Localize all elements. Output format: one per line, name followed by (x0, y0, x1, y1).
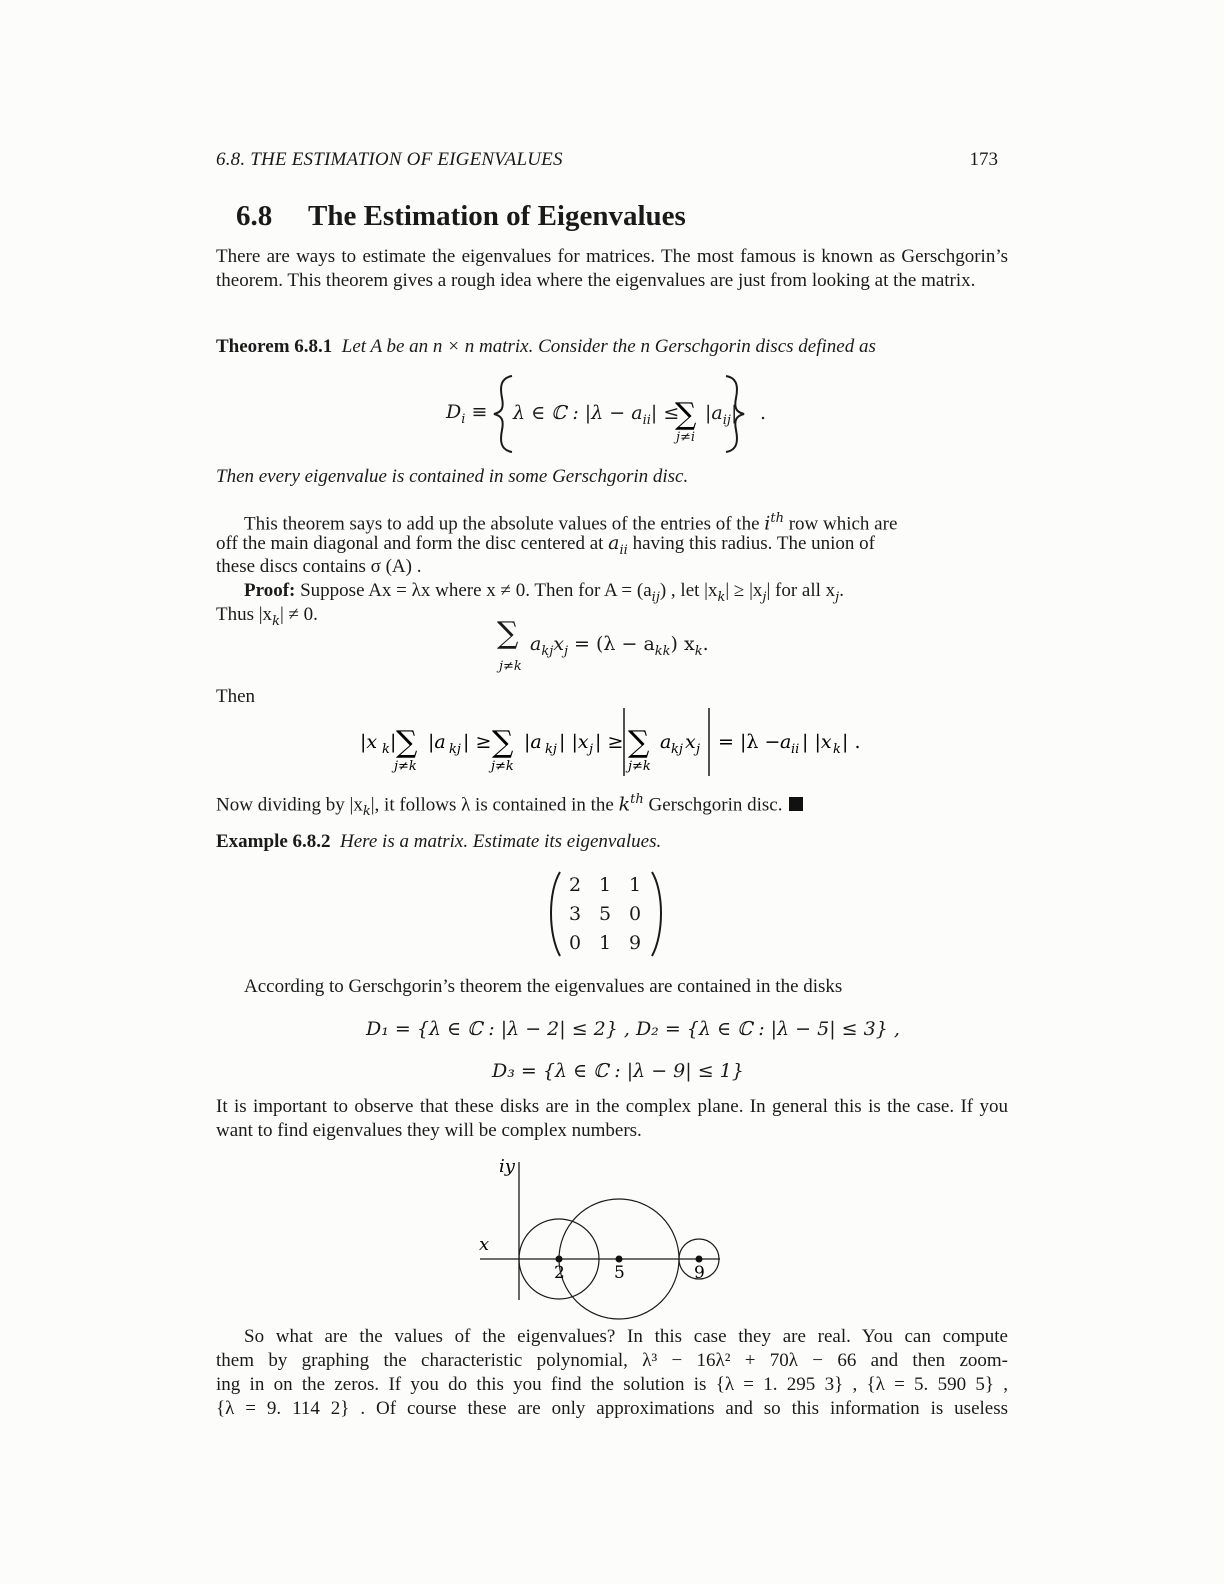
svg-text:k: k (382, 742, 390, 757)
expl-i: i (764, 512, 771, 535)
final-c: Gerschgorin disc. (643, 794, 783, 816)
proof-1a: Suppose Ax = λx where x ≠ 0. Then for A = (a (300, 580, 652, 601)
expl-1b: row which are (783, 513, 898, 535)
gerschgorin-figure (470, 1150, 730, 1325)
theorem-text: Let A be an n × n matrix. Consider the n Gerschgorin discs defined as (341, 336, 876, 357)
y-axis-label: iy (499, 1156, 515, 1177)
matrix-cell: 5 (598, 903, 612, 925)
svg-text:a: a (660, 731, 672, 753)
matrix (560, 874, 655, 954)
svg-text:| .: | . (842, 731, 861, 753)
matrix-cell: 1 (598, 932, 612, 954)
theorem-statement (216, 335, 876, 359)
svg-text:|a: |a (428, 731, 446, 753)
proof-1b: ) , let |x (659, 580, 718, 601)
svg-text:| |x: | |x (802, 731, 832, 753)
expl-2: off the main diagonal and form the disc centered at (216, 533, 609, 554)
eq-period: . (760, 402, 767, 424)
proof-1d: | for all x (766, 580, 836, 601)
svg-text:kj: kj (449, 742, 461, 757)
eq1-xk: k (694, 643, 703, 659)
example-text: Here is a matrix. Estimate its eigenvalues. (340, 831, 662, 852)
section-heading (236, 200, 686, 233)
svg-text:|: | (390, 731, 397, 753)
expl-2b: having this radius. The union of (627, 533, 875, 554)
matrix-cell: 1 (628, 874, 642, 896)
svg-text:| ≥: | ≥ (595, 731, 624, 753)
svg-text:j≠k: j≠k (394, 759, 417, 774)
matrix-cell: 0 (628, 903, 642, 925)
closing-line-1: So what are the values of the eigenvalues? In this case they are real. You can compute (244, 1326, 1008, 1347)
sum-term-end: | (730, 402, 738, 424)
final-b: |, it follows λ is contained in the (370, 794, 619, 816)
explanation-line-3: these discs contains σ (A) . (216, 556, 422, 577)
proof-j1: j (762, 589, 767, 605)
eq-lhs-sub: i (461, 411, 466, 427)
svg-text:ii: ii (791, 742, 800, 757)
section-number: 6.8 (236, 200, 273, 232)
svg-text:∑: ∑ (396, 725, 418, 760)
eq1-end: ) x (670, 633, 695, 655)
matrix-cell: 3 (568, 903, 582, 925)
page-number: 173 (969, 149, 998, 170)
final-k: k (362, 804, 371, 820)
disc-set-body (513, 401, 679, 433)
closing-line-2: them by graphing the characteristic polynomial, λ³ − 16λ² + 70λ − 66 and then zoom- (216, 1350, 1008, 1371)
matrix-cell: 1 (598, 874, 612, 896)
eq1-a: a (530, 633, 542, 655)
svg-text:∑: ∑ (628, 725, 650, 760)
svg-text:kj: kj (545, 742, 557, 757)
proof-k1: k (717, 589, 726, 605)
svg-text:kj: kj (671, 742, 683, 757)
svg-text:k: k (833, 742, 841, 757)
final-a: Now dividing by |x (216, 794, 363, 816)
running-title: 6.8. THE ESTIMATION OF EIGENVALUES (216, 149, 563, 170)
svg-text:j: j (589, 742, 594, 757)
eq-body2: | ≤ (650, 402, 680, 424)
disc-center-point (616, 1256, 623, 1263)
eq-lhs: D (446, 401, 462, 423)
svg-text:∑: ∑ (492, 725, 514, 760)
closing-line-3: ing in on the zeros. If you do this you find the solution is {λ = 1. 295 3} , {λ = 5. 590 5} , (216, 1374, 1008, 1395)
svg-text:| ≥: | ≥ (463, 731, 492, 753)
proof-1-sub: ij (651, 589, 660, 605)
proof-eq1-index: j≠k (499, 659, 522, 674)
proof-label: Proof: (244, 580, 296, 601)
eq-body-sub: ii (642, 412, 651, 428)
eq-body: λ ∈ ℂ : |λ − a (513, 402, 643, 424)
proof-line-2 (216, 603, 318, 634)
expl-aii: $a_{ii}$ (608, 532, 628, 558)
theorem-conclusion: Then every eigenvalue is contained in some Gerschgorin disc. (216, 466, 689, 487)
qed-box-icon (789, 797, 803, 811)
eq-rel: ≡ (471, 401, 488, 423)
left-brace (494, 376, 512, 452)
svg-text:a: a (780, 731, 792, 753)
disc-center-label: 5 (614, 1263, 625, 1283)
according-text: According to Gerschgorin’s theorem the eigenvalues are contained in the disks (244, 976, 843, 997)
svg-text:j≠k: j≠k (491, 759, 514, 774)
observation-paragraph: It is important to observe that these disks are in the complex plane. In general this is the case. If you want to find eigenvalues they will be complex numbers. (216, 1096, 1008, 1141)
eq1-sub: kj (541, 643, 554, 659)
sum-index: j≠i (676, 430, 696, 445)
proof-eq1-sum: ∑ (497, 616, 519, 651)
matrix-cell: 2 (568, 874, 582, 896)
svg-text:|x: |x (360, 731, 378, 753)
x-axis-label: x (479, 1234, 490, 1255)
disc-center-point (696, 1256, 703, 1263)
proof-2b: | ≠ 0. (279, 604, 318, 625)
disc-sum-term (705, 401, 737, 433)
proof-eq1: $a_{kj}x_j = (\lambda - a_{kk})$ $x_k$. (530, 633, 709, 659)
disks-line-2: D₃ = {λ ∈ ℂ : |λ − 9| ≤ 1} (492, 1060, 744, 1082)
closing-line-4: {λ = 9. 114 2} . Of course these are only approximations and so this information is useless (216, 1398, 1008, 1419)
proof-inequality (352, 700, 872, 780)
final-sup: th (630, 792, 644, 807)
svg-text:|a: |a (524, 731, 542, 753)
expl-sup: th (770, 511, 784, 526)
expl-1a: This theorem says to add up the absolute values of the entries of the (244, 513, 765, 535)
svg-text:= |λ −: = |λ − (718, 731, 781, 753)
proof-k2: k (272, 613, 280, 629)
matrix-cell: 0 (568, 932, 582, 954)
disks-line-1: D₁ = {λ ∈ ℂ : |λ − 2| ≤ 2} , D₂ = {λ ∈ ℂ : |λ − 5| ≤ 3} , (366, 1018, 900, 1040)
disc-center-label: 9 (694, 1263, 705, 1283)
intro-paragraph: There are ways to estimate the eigenvalues for matrices. The most famous is known as Gerschgorin’s theorem. This theorem gives a rough idea where the eigenvalues are just from looking at the matrix. (216, 246, 1008, 291)
section-title: The Estimation of Eigenvalues (308, 200, 686, 232)
proof-conclusion (216, 788, 803, 824)
disc-definition-equation (446, 400, 487, 432)
eq1-rhs: = (λ − a (568, 633, 655, 655)
proof-2a: Thus |x (216, 604, 273, 625)
proof-j2: j (835, 589, 840, 605)
final-kvar: k (618, 793, 631, 816)
sum-symbol: ∑ (675, 397, 697, 432)
svg-text:| |x: | |x (559, 731, 589, 753)
svg-text:x: x (685, 731, 696, 753)
disc-center-label: 2 (554, 1263, 565, 1283)
proof-line-1: Proof: Suppose Ax = λx where x ≠ 0. Then for $A = (a_{ij})$ , let $|x_k| \ge |x_j|$ for all $x_j$. (244, 580, 844, 605)
eq1-x: x (553, 633, 564, 655)
example-statement (216, 830, 661, 854)
sum-term: |a (705, 402, 723, 424)
svg-text:j: j (696, 742, 701, 757)
sum-term-sub: ij (722, 412, 731, 428)
theorem-label: Theorem 6.8.1 (216, 336, 333, 357)
then-label: Then (216, 686, 256, 707)
example-label: Example 6.8.2 (216, 831, 331, 852)
eq1-rhs-sub: kk (654, 643, 671, 659)
proof-1c: | ≥ |x (725, 580, 763, 601)
svg-text:j≠k: j≠k (628, 759, 651, 774)
matrix-cell: 9 (628, 932, 642, 954)
eq1-xj: j (563, 643, 568, 659)
